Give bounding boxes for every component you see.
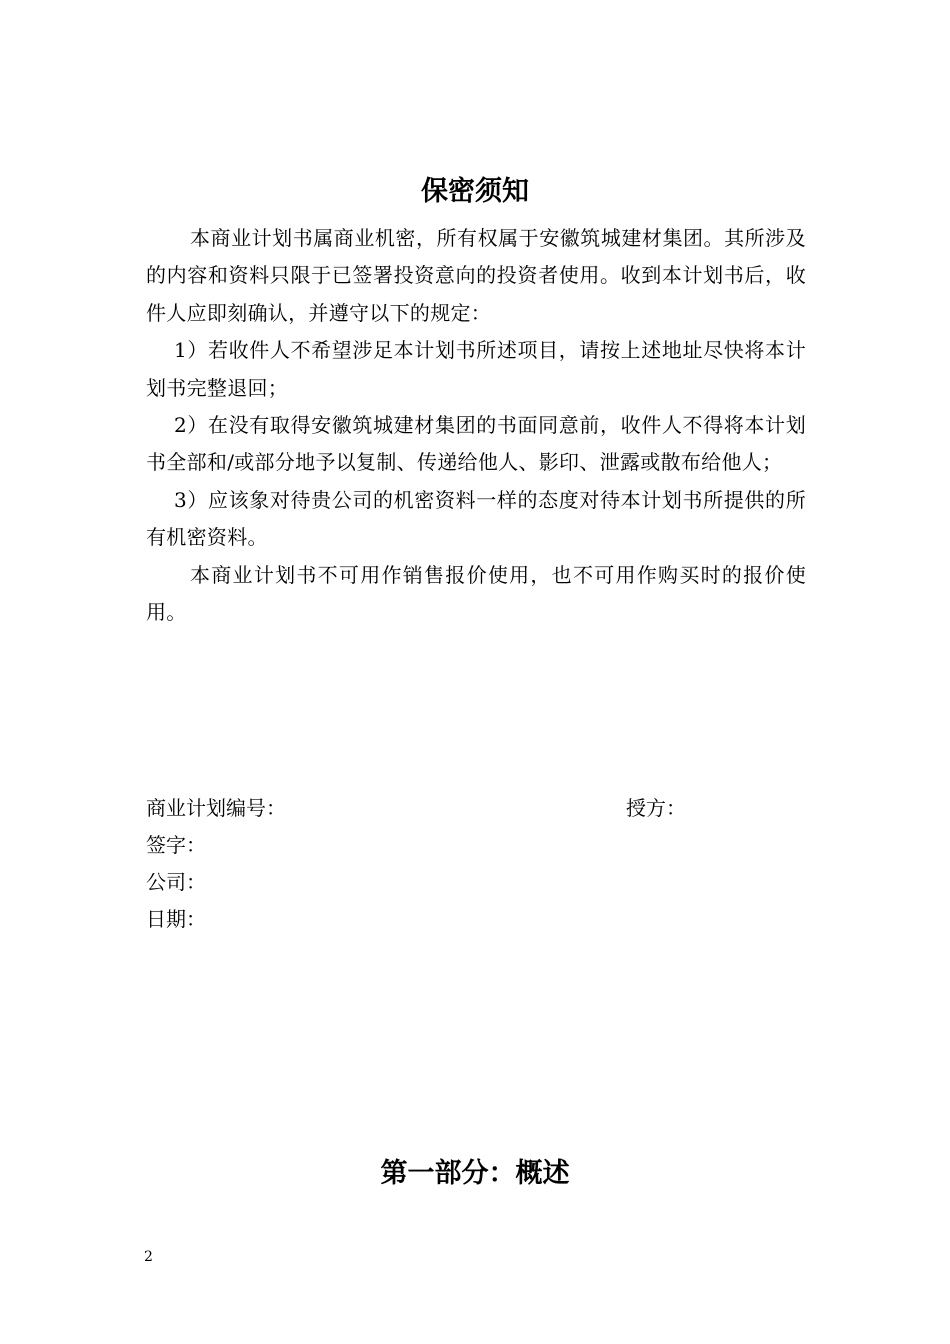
signature-row xyxy=(146,827,806,864)
signature-fields xyxy=(146,790,806,938)
signature-label: 签字： xyxy=(146,833,206,857)
part-one-title: 第一部分：概述 xyxy=(380,1158,570,1189)
plan-number-label: 商业计划编号： xyxy=(146,796,286,820)
date-row xyxy=(146,901,806,938)
grantee-label: 授方： xyxy=(626,796,686,820)
rule-item-1: 1）若收件人不希望涉足本计划书所述项目，请按上述地址尽快将本计划书完整退回； xyxy=(146,338,806,400)
rule-item-3: 3）应该象对待贵公司的机密资料一样的态度对待本计划书所提供的所有机密资料。 xyxy=(146,487,806,550)
intro-paragraph: 本商业计划书属商业机密，所有权属于安徽筑城建材集团。其所涉及的内容和资料只限于已签署投资意向的投资者使用。收到本计划书后，收件人应即刻确认，并遵守以下的规定： xyxy=(146,226,806,325)
confidentiality-body xyxy=(146,220,806,631)
company-label: 公司： xyxy=(146,870,206,894)
date-label: 日期： xyxy=(146,907,206,931)
page-number: 2 xyxy=(144,1249,153,1265)
company-row xyxy=(146,864,806,901)
plan-number-row xyxy=(146,790,806,827)
confidentiality-title: 保密须知 xyxy=(421,176,529,207)
rule-item-2: 2）在没有取得安徽筑城建材集团的书面同意前，收件人不得将本计划书全部和/或部分地予以复制、传递给他人、影印、泄露或散布给他人； xyxy=(146,413,806,475)
usage-note-paragraph: 本商业计划书不可用作销售报价使用，也不可用作购买时的报价使用。 xyxy=(146,562,806,625)
